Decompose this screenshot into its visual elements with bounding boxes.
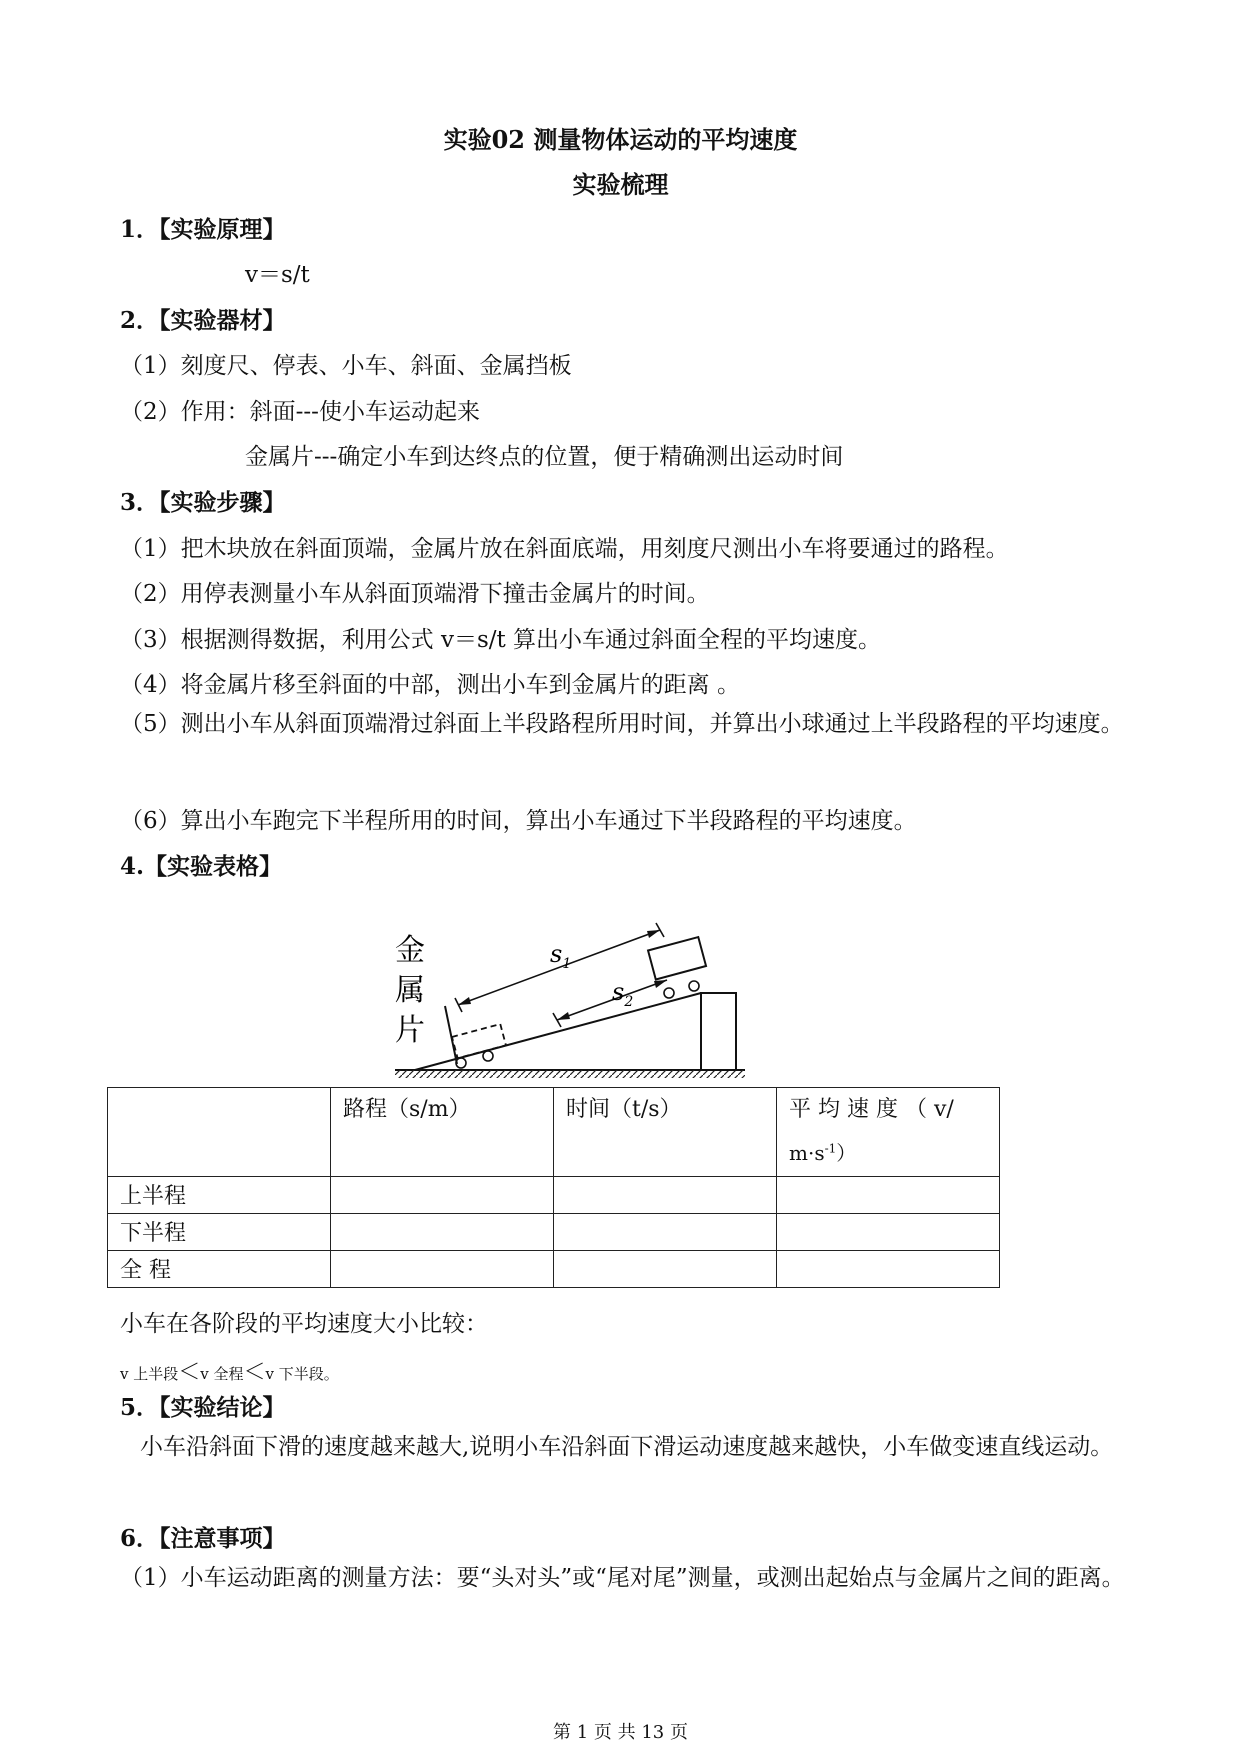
metal-plate-label: 片 (395, 1013, 425, 1048)
car-end-dashed (452, 1024, 506, 1058)
speed-header-unit: $m\cdot s^{-1}$） (789, 1141, 857, 1165)
step-item: （6）算出小车跑完下半程所用的时间，算出小车通过下半段路程的平均速度。 (120, 808, 917, 834)
metal-plate (445, 1006, 457, 1064)
speed-header-line: 平 均 速 度 （ v/ (789, 1097, 954, 1122)
s1-label: $s_1$ (550, 940, 572, 972)
table-row (108, 1177, 1000, 1214)
table-row (108, 1214, 1000, 1251)
table-header-cell: 路程（s/m） (331, 1088, 554, 1177)
table-row-label: 上半程 (108, 1177, 331, 1214)
page-footer: 第 1 页 共 13 页 (553, 1722, 688, 1743)
incline-figure (395, 900, 755, 1090)
section-heading-steps: 3．【实验步骤】 (120, 489, 286, 516)
comparison-formula: v 上半段＜v 全程＜v 下半段。 (120, 1360, 339, 1385)
page-title: 实验02 测量物体运动的平均速度 (443, 125, 798, 154)
page-subtitle: 实验梳理 (572, 170, 669, 199)
table-cell (331, 1177, 554, 1214)
section-heading-notes: 6．【注意事项】 (120, 1525, 286, 1552)
car-wheel (664, 988, 674, 998)
car-wheel (689, 981, 699, 991)
notes-text: （1）小车运动距离的测量方法：要“头对头”或“尾对尾”测量，或测出起始点与金属片之间的距离。 (120, 1565, 1125, 1591)
equipment-line: （1）刻度尺、停表、小车、斜面、金属挡板 (120, 353, 572, 379)
experiment-table (107, 1087, 1000, 1288)
section-heading-conclusion: 5．【实验结论】 (120, 1394, 286, 1421)
table-cell (777, 1177, 1000, 1214)
table-cell (777, 1251, 1000, 1288)
table-cell (331, 1214, 554, 1251)
table-row (108, 1251, 1000, 1288)
step-item: （4）将金属片移至斜面的中部，测出小车到金属片的距离 。 (120, 672, 740, 698)
table-row-label: 全 程 (108, 1251, 331, 1288)
metal-plate-label: 属 (395, 973, 425, 1008)
section-heading-equipment: 2．【实验器材】 (120, 307, 286, 334)
conclusion-text: 小车沿斜面下滑的速度越来越大,说明小车沿斜面下滑运动速度越来越快，小车做变速直线运动。 (140, 1434, 1114, 1460)
table-header-row (108, 1088, 1000, 1177)
principle-formula: v＝s/t (245, 262, 310, 288)
table-cell (777, 1214, 1000, 1251)
section-heading-principle: 1．【实验原理】 (120, 216, 286, 243)
step-item: （3）根据测得数据，利用公式 v＝s/t 算出小车通过斜面全程的平均速度。 (120, 627, 882, 653)
table-cell (331, 1251, 554, 1288)
table-cell (554, 1177, 777, 1214)
car-wheel (483, 1051, 493, 1061)
table-header-cell (777, 1088, 1000, 1177)
step-item: （5）测出小车从斜面顶端滑过斜面上半段路程所用时间，并算出小球通过上半段路程的平均速度。 (120, 711, 1124, 737)
table-header-cell: 时间（t/s） (554, 1088, 777, 1177)
support-block (701, 993, 736, 1070)
section-heading-table: 4.【实验表格】 (120, 853, 283, 880)
table-cell (554, 1214, 777, 1251)
table-cell (554, 1251, 777, 1288)
table-corner-cell (108, 1088, 331, 1177)
s2-label: $s_2$ (612, 978, 634, 1010)
step-item: （2）用停表测量小车从斜面顶端滑下撞击金属片的时间。 (120, 581, 710, 607)
ground-hatch (395, 1070, 745, 1078)
metal-plate-label: 金 (395, 933, 425, 968)
table-row-label: 下半程 (108, 1214, 331, 1251)
equipment-line: 金属片---确定小车到达终点的位置，便于精确测出运动时间 (245, 444, 844, 470)
comparison-intro: 小车在各阶段的平均速度大小比较： (120, 1311, 488, 1337)
step-item: （1）把木块放在斜面顶端，金属片放在斜面底端，用刻度尺测出小车将要通过的路程。 (120, 536, 1009, 562)
car-start (648, 937, 706, 979)
equipment-line: （2）作用：斜面---使小车运动起来 (120, 399, 480, 425)
